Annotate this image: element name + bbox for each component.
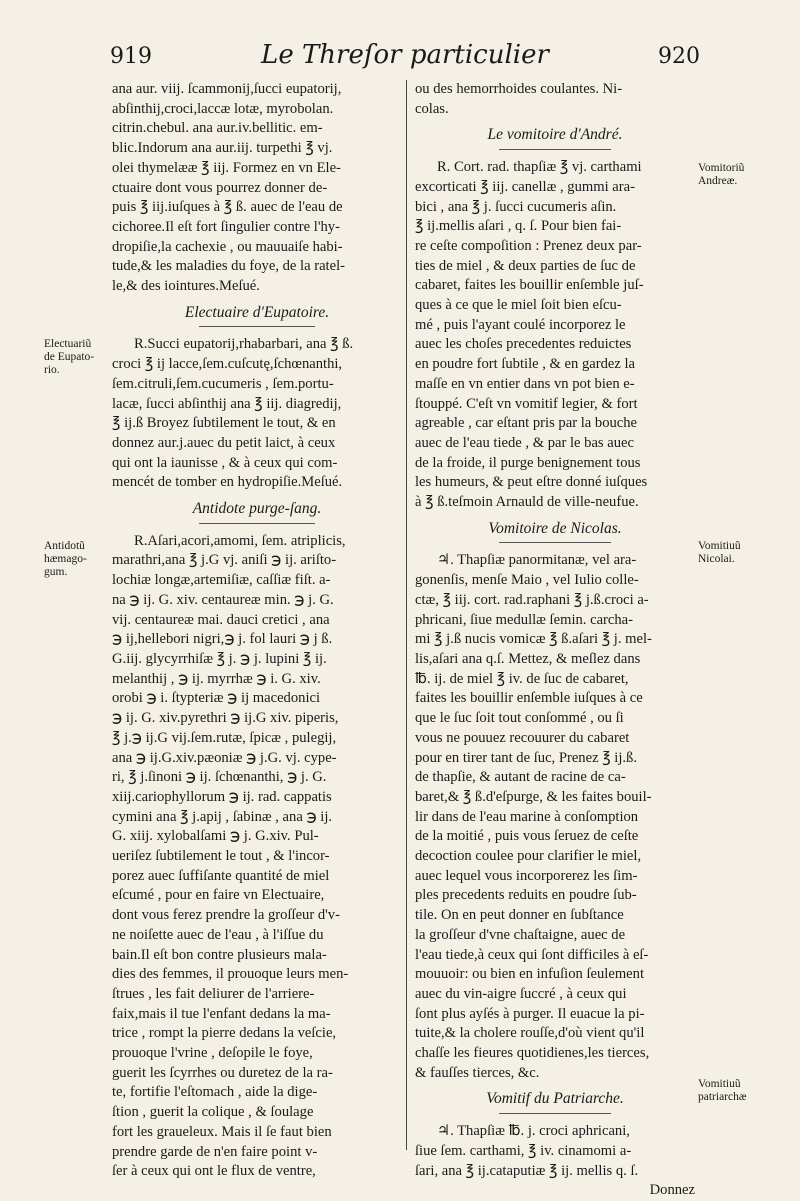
heading-rule: [499, 542, 611, 543]
text-line: ſtouppé. C'eſt vn vomitif legier, & fort: [415, 395, 638, 412]
text-line: ℈ ij,hellebori nigri,℈ j. fol lauri ℈ j ß.: [112, 631, 333, 648]
text-line: cichoree.Il eſt fort ſingulier contre l'hy-: [112, 218, 340, 235]
text-line: ctæ, ℥ iij. cort. rad.raphani ℥ j.ß.croci a-: [415, 591, 649, 608]
text-line: eſcumé , pour en faire vn Electuaire,: [112, 887, 325, 904]
text-line: faites les bouillir enſemble iuſques à ce: [415, 690, 643, 707]
text-line: ana ℈ ij.G.xiv.pæoniæ ℈ j.G. vj. cype-: [112, 749, 337, 766]
text-line: R.Succi eupatorij,rhabarbari, ana ℥ ß.: [134, 336, 354, 353]
text-line: ou des hemorrhoides coulantes. Ni-: [415, 81, 623, 97]
text-line: trice , rompt la pierre dedans la veſcie,: [112, 1025, 337, 1042]
text-line: à ℥ ß.teſmoin Arnauld de ville-neufue.: [415, 494, 639, 511]
text-line: ples precedents reduits en poudre ſub-: [415, 887, 637, 904]
text-line: chaſſe les fieures quotidienes,les tierces,: [415, 1045, 650, 1062]
text-line: de la moitié , puis vous ſeruez de ceſte: [415, 828, 639, 845]
text-line: cabaret, faites les bouillir enſemble juſ-: [415, 277, 644, 294]
text-line: fort les graueleux. Mais il ſe faut bien: [112, 1123, 332, 1140]
text-line: dont vous ferez prendre la groſſeur d'v-: [112, 907, 340, 924]
text-line: de la froide, il purge benignement tous: [415, 454, 641, 471]
text-line: ℔. ij. de miel ℥ iv. de ſuc de cabaret,: [415, 670, 629, 687]
text-line: ſtion , guerit la colique , & ſoulage: [112, 1104, 314, 1121]
text-line: vij. centaureæ mai. dauci cretici , ana: [112, 611, 330, 628]
text-line: auec lequel vous incorporerez les ſim-: [415, 867, 638, 884]
text-line: ſiue ſem. carthami, ℥ iv. cinamomi a-: [415, 1142, 632, 1159]
text-line: ſer à ceux qui ont le flux de ventre,: [112, 1163, 316, 1180]
text-line: dropiſie,la cachexie , ou mauuaiſe habi-: [112, 238, 343, 255]
text-line: ℈ ij. G. xiv.pyrethri ℈ ij.G xiv. piperis,: [112, 710, 339, 727]
left-intro-text: [112, 80, 402, 297]
text-line: pour en tirer tant de ſuc, Prenez ℥ ij.ß.: [415, 749, 637, 766]
text-line: mi ℥ j.ß nucis vomicæ ℥ ß.aſari ℥ j. mel-: [415, 631, 652, 648]
text-line: maſſe en vn entier dans vn pot bien e-: [415, 375, 635, 392]
text-line: ſont plus ayſés à purger. Il euacue la pi-: [415, 1005, 645, 1022]
text-line: porez auec ſuffiſante quantité de miel: [112, 867, 330, 884]
text-line: ne noiſette auec de l'eau , à l'iſſue du: [112, 926, 324, 943]
text-line: dies des femmes, il prouoque leurs men-: [112, 966, 349, 983]
left-column: [112, 80, 402, 1182]
text-line: prendre garde de n'en faire point v-: [112, 1143, 318, 1160]
text-line: cymini ana ℥ j.apij , ſabinæ , ana ℈ ij.: [112, 808, 333, 825]
text-line: guerit les ſcyrrhes ou duretez de la ra-: [112, 1064, 333, 1081]
section-body: [415, 158, 695, 513]
text-line: ueriſez ſubtilement le tout , & l'incor-: [112, 848, 330, 865]
column-divider: [406, 80, 407, 1150]
running-header: [110, 40, 700, 74]
text-line: decoction coulee pour clarifier le miel,: [415, 848, 642, 865]
catchword: Donnez: [649, 1182, 695, 1199]
text-line: na ℈ ij. G. xiv. centaureæ min. ℈ j. G.: [112, 591, 334, 608]
heading-rule: [499, 149, 611, 150]
margin-note: Vomitiuũ Nicolai.: [698, 540, 741, 565]
text-line: citrin.chebul. ana aur.iv.bellitic. em-: [112, 120, 323, 137]
section-body: [112, 335, 402, 493]
section-title: Electuaire d'Eupatoire.: [184, 303, 330, 321]
section-body: [415, 1122, 695, 1181]
text-line: prouoque l'vrine , deſopile le foye,: [112, 1045, 313, 1062]
text-line: de thapſie, & autant de racine de ca-: [415, 769, 626, 786]
margin-note: Electuariũ de Eupato-rio.: [44, 338, 95, 376]
text-line: vous ne pouuez recouurer du cabaret: [415, 729, 630, 746]
text-line: colas.: [415, 100, 449, 117]
text-line: excorticati ℥ iij. canellæ , gummi ara-: [415, 178, 635, 195]
text-line: olei thymelææ ℥ iij. Formez en vn Ele-: [112, 159, 341, 176]
text-line: en poudre fort ſubtile , & en gardez la: [415, 356, 636, 373]
section-heading: [112, 499, 402, 524]
text-line: phricani, ſiue medullæ ſemin. carcha-: [415, 611, 634, 628]
text-line: bici , ana ℥ j. ſucci cucumeris aſin.: [415, 198, 617, 215]
section-body: [415, 551, 695, 1083]
right-page-number: 920: [657, 44, 700, 69]
text-line: mouuoir: ou bien en infuſion ſeulement: [415, 966, 644, 983]
text-line: xiij.cariophyllorum ℈ ij. rad. cappatis: [112, 788, 332, 805]
margin-note: Vomitoriũ Andreæ.: [698, 162, 745, 187]
text-line: ques à ce que le miel ſoit bien eſcu-: [415, 297, 622, 314]
margin-note: Antidotũ hæmago-gum.: [44, 540, 87, 578]
text-line: lis,aſari ana q.ſ. Mettez, & meſlez dans: [415, 650, 641, 667]
text-line: donnez aur.j.auec du petit laict, à ceux: [112, 434, 336, 451]
text-line: ctuaire dont vous pourrez donner de-: [112, 179, 328, 196]
section-title: Vomitif du Patriarche.: [486, 1090, 624, 1108]
right-column: [415, 80, 695, 1201]
text-line: la groſſeur d'vne chaſtaigne, auec de: [415, 926, 626, 943]
section-title: Vomitoire de Nicolas.: [488, 519, 622, 537]
text-line: ℥ ij.mellis aſari , q. ſ. Pour bien fai-: [415, 218, 622, 235]
section-heading: [112, 303, 402, 328]
text-line: & fauſſes tierces, &c.: [415, 1064, 540, 1081]
text-line: R.Aſari,acori,amomi, ſem. atriplicis,: [134, 532, 346, 549]
text-line: baret,& ℥ ß.d'eſpurge, & les faites bouil-: [415, 788, 652, 805]
text-line: auec les choſes precedentes reduictes: [415, 336, 632, 353]
text-line: ſem.citruli,ſem.cucumeris , ſem.portu-: [112, 375, 334, 392]
margin-note: Vomitiuũ patriarchæ: [698, 1078, 747, 1103]
text-line: ℥ j.℈ ij.G vij.ſem.rutæ, ſpicæ , pulegij,: [112, 729, 337, 746]
text-line: faix,mais il tue l'enfant dedans la ma-: [112, 1005, 331, 1022]
text-line: l'eau tiede,à ceux qui ſont difficiles à eſ-: [415, 946, 649, 963]
text-line: le,& des iointures.Meſué.: [112, 278, 260, 295]
text-line: mencét de tomber en hydropiſie.Meſué.: [112, 474, 343, 491]
text-line: R. Cort. rad. thapſiæ ℥ vj. carthami: [437, 159, 642, 176]
running-title: Le Threſor particulier: [261, 40, 549, 70]
heading-rule: [199, 523, 315, 524]
section-body: [112, 532, 402, 1182]
text-line: ri, ℥ j.ſinoni ℈ ij. ſchœnanthi, ℈ j. G.: [112, 769, 327, 786]
text-line: lochiæ longæ,artemiſiæ, caſſiæ fiſt. a-: [112, 572, 331, 589]
text-line: auec du vin-aigre ſuccré , à ceux qui: [415, 985, 627, 1002]
left-page-number: 919: [110, 44, 152, 69]
text-line: que le ſuc ſoit tout conſommé , ou ſi: [415, 710, 624, 727]
text-line: mé , puis l'ayant coulé incorporez le: [415, 316, 626, 333]
text-line: puis ℥ iij.iuſques à ℥ ß. auec de l'eau de: [112, 199, 343, 216]
text-line: les humeurs, & peut eſtre donné iuſques: [415, 474, 648, 491]
text-line: melanthij , ℈ ij. myrrhæ ℈ i. G. xiv.: [112, 670, 321, 687]
text-line: auec de l'eau tiede , & par le bas auec: [415, 434, 634, 451]
text-line: gonenſis, menſe Maio , vel Iulio colle-: [415, 572, 639, 589]
text-line: te, fortifie l'eſtomach , aide la dige-: [112, 1084, 318, 1101]
section-heading: [415, 1089, 695, 1114]
section-title: Antidote purge-ſang.: [192, 500, 322, 518]
text-line: ♃. Thapſiæ ℔. j. croci aphricani,: [437, 1123, 630, 1140]
text-line: tile. On en peut donner en ſubſtance: [415, 907, 624, 924]
text-line: lacæ, ſucci abſinthij ana ℥ iij. diagredij,: [112, 395, 342, 412]
text-line: G. xiij. xylobalſami ℈ j. G.xiv. Pul-: [112, 828, 319, 845]
right-intro-text: [415, 80, 695, 119]
text-line: orobi ℈ i. ſtypteriæ ℈ ij macedonici: [112, 690, 321, 707]
text-line: ſari, ana ℥ ij.cataputiæ ℥ ij. mellis q. ſ.: [415, 1162, 639, 1179]
text-line: G.iij. glycyrrhiſæ ℥ j. ℈ j. lupini ℥ ij.: [112, 650, 327, 667]
text-line: bain.Il eſt bon contre plusieurs mala-: [112, 946, 327, 963]
text-line: ſtrues , les fait deliurer de l'arriere-: [112, 985, 315, 1002]
text-line: re ceſte compoſition : Prenez deux par-: [415, 237, 642, 254]
text-line: ana aur. viij. ſcammonij,ſucci eupatorij,: [112, 81, 342, 97]
section-title: Le vomitoire d'André.: [487, 126, 623, 144]
section-heading: [415, 519, 695, 544]
text-line: qui ont la iaunisse , & à ceux qui com-: [112, 454, 338, 471]
text-line: marathri,ana ℥ j.G vj. aniſi ℈ ij. ariſto-: [112, 552, 337, 569]
heading-rule: [499, 1113, 611, 1114]
text-line: tude,& les maladies du foye, de la ratel-: [112, 258, 346, 275]
text-line: lir dans de l'eau marine à conſomption: [415, 808, 639, 825]
text-line: blic.Indorum ana aur.iij. turpethi ℥ vj.: [112, 140, 333, 157]
section-heading: [415, 125, 695, 150]
text-line: ♃. Thapſiæ panormitanæ, vel ara-: [437, 552, 637, 569]
text-line: ℥ ij.ß Broyez ſubtilement le tout, & en: [112, 415, 336, 432]
heading-rule: [199, 326, 315, 327]
text-line: croci ℥ ij lacce,ſem.cuſcutę,ſchœnanthi,: [112, 356, 343, 373]
text-line: tuite,& la cholere rouſſe,d'où vient qu'il: [415, 1025, 645, 1042]
text-line: agreable , car eſtant pris par la bouche: [415, 415, 638, 432]
text-line: ties de miel , & deux parties de ſuc de: [415, 257, 636, 274]
text-line: abſinthij,croci,laccæ lotæ, myrobolan.: [112, 100, 334, 117]
